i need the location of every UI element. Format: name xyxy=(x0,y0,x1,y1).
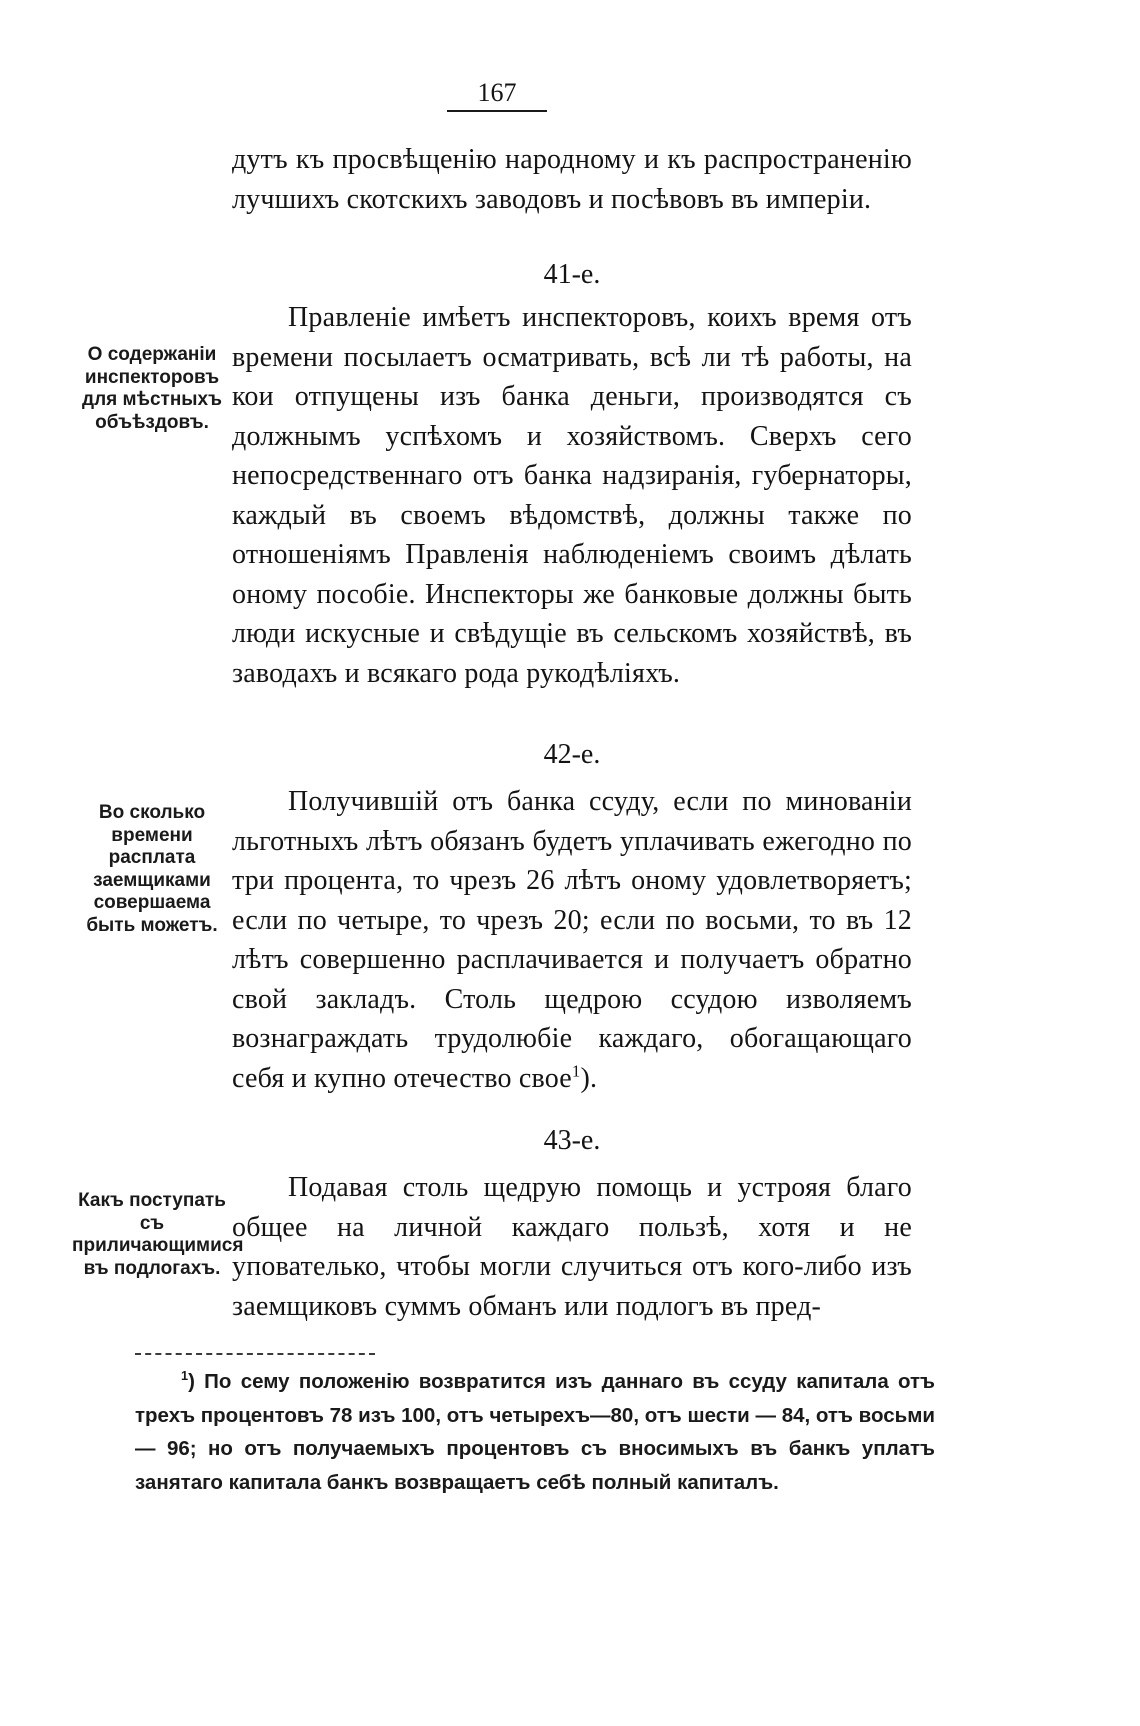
section-number-43: 43-е. xyxy=(543,1125,601,1156)
footnote-text: ) По сему положенію возвратится изъ даннаго въ ссуду капитала отъ трехъ процентовъ 78 изъ 100, отъ четырехъ—80, отъ шести — 84, отъ восьми — 96; но отъ получаемыхъ процентовъ съ вносимыхъ въ банкъ уплатъ занятаго капитала банкъ возвращаетъ себѣ полный капиталъ. xyxy=(135,1370,935,1494)
margin-note-41: О содержаніи инспекторовъ для мѣстныхъ объѣздовъ. xyxy=(82,344,222,433)
section-number-42: 42-е. xyxy=(543,739,601,770)
continuation-paragraph: дутъ къ просвѣщенію народному и къ распространенію лучшихъ скотскихъ заводовъ и посѣвовъ въ имперіи. xyxy=(232,144,912,215)
footnote-reference: 1 xyxy=(571,1061,581,1081)
footnote-marker: 1 xyxy=(181,1368,189,1384)
page-number: 167 xyxy=(477,78,517,107)
section-42-text-end: ). xyxy=(580,1062,598,1094)
footnote-separator xyxy=(135,1353,375,1355)
margin-note-43: Какъ поступать съ приличающимися въ подлогахъ. xyxy=(72,1190,244,1279)
section-42-text: Получившій отъ банка ссуду, если по минованіи льготныхъ лѣтъ обязанъ будетъ уплачивать ежегодно по три процента, то чрезъ 26 лѣтъ оному удовлетворяетъ; если по четыре, то чрезъ 20; если по восьми, то въ 12 лѣтъ совершенно расплачивается и получаетъ обратно свой закладъ. Столь щедрою ссудою изволяемъ вознаграждать трудолюбіе каждаго, обогащающаго себя и купно отечество свое xyxy=(232,786,912,1094)
margin-note-42: Во сколько времени расплата заемщиками совершаема быть можетъ. xyxy=(86,802,218,936)
footnote xyxy=(135,1365,935,1499)
section-number-41: 41-е. xyxy=(543,259,601,290)
section-43-paragraph: Подавая столь щедрую помощь и устрояя благо общее на личной каждаго пользѣ, хотя и не упователько, чтобы могли случиться отъ кого-либо изъ заемщиковъ суммъ обманъ или подлогъ въ пред- xyxy=(232,1172,912,1322)
section-41-paragraph: Правленіе имѣетъ инспекторовъ, коихъ время отъ времени посылаетъ осматривать, всѣ ли тѣ работы, на кои отпущены изъ банка деньги, производятся съ должнымъ успѣхомъ и хозяйствомъ. Сверхъ сего непосредственнаго отъ банка надзиранія, губернаторы, каждый въ своемъ вѣдомствѣ, должны также по отношеніямъ Правленія наблюденіемъ своимъ дѣлать оному пособіе. Инспекторы же банковые должны быть люди искусные и свѣдущіе въ сельскомъ хозяйствѣ, въ заводахъ и всякаго рода рукодѣліяхъ. xyxy=(232,302,912,689)
section-42-paragraph xyxy=(232,782,912,1098)
page-number-rule xyxy=(447,110,547,112)
